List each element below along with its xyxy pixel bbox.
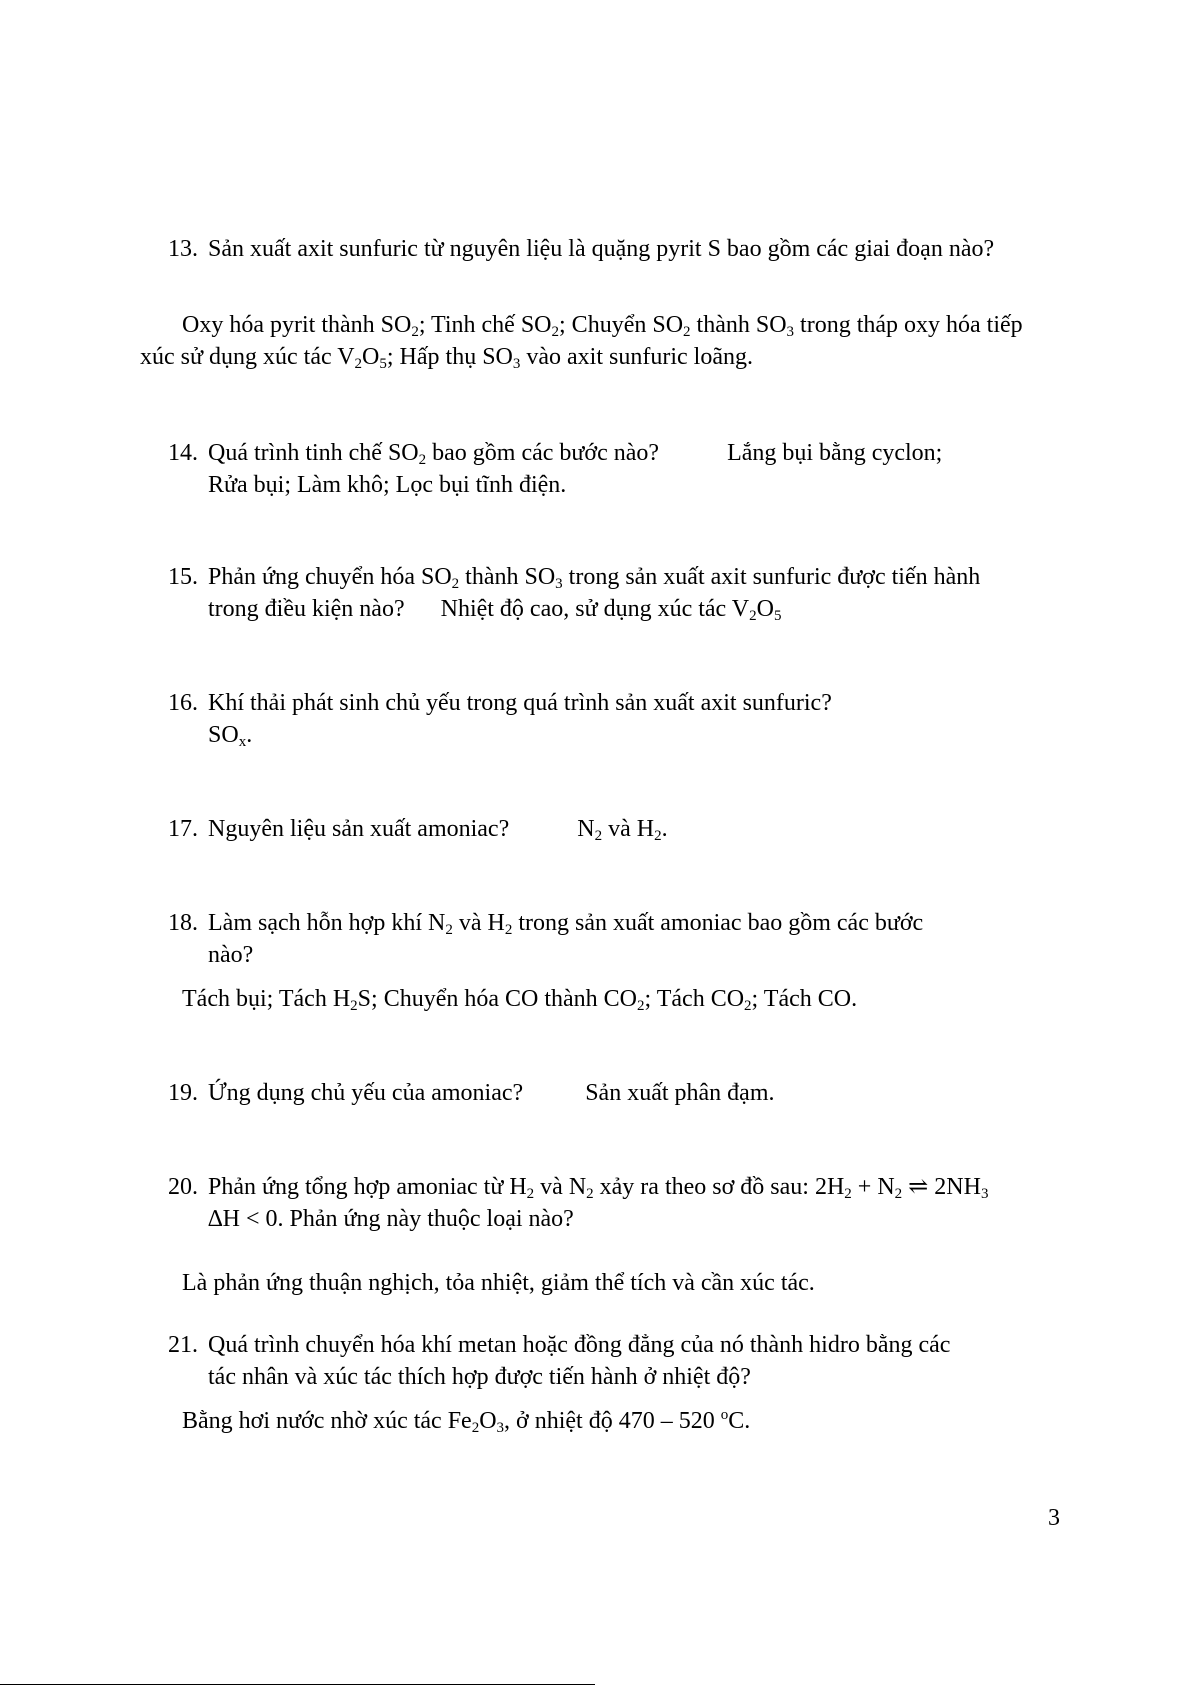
answer-13: Oxy hóa pyrit thành $SO_2$; Tinh chế $SO_2$; Chuyển $SO_2$ thành $SO_3$ trong tháp oxy hóa tiếp xúc sử dụng xúc tác $V_2O_5$; Hấp thụ $SO_3$ vào axit sunfuric loãng. [140, 312, 1023, 372]
question-21-number: 21. [168, 1332, 198, 1358]
question-18-text: Làm sạch hỗn hợp khí $N_2$ và $H_2$ trong sản xuất amoniac bao gồm các bước nào? [208, 910, 924, 968]
question-21 [168, 1329, 958, 1393]
question-19-text: Ứng dụng chủ yếu của amoniac? Sản xuất phân đạm. [208, 1080, 775, 1106]
question-13-text: Sản xuất axit sunfuric từ nguyên liệu là quặng pyrit S bao gồm các giai đoạn nào? [208, 236, 995, 262]
question-14-number: 14. [168, 440, 198, 466]
question-20-text: Phản ứng tổng hợp amoniac từ $H_2$ và $N_2$ xảy ra theo sơ đồ sau: $2H_2 + N_2$ ⇌ $2NH_3$ ∆H < 0. Phản ứng này thuộc loại nào? [208, 1174, 989, 1232]
question-16 [168, 687, 958, 751]
question-16-number: 16. [168, 690, 198, 716]
question-16-text: Khí thải phát sinh chủ yếu trong quá trình sản xuất axit sunfuric? $SO_x$. [208, 690, 832, 750]
answer-16: $SO_x$. [208, 722, 253, 750]
question-19-number: 19. [168, 1080, 198, 1106]
answer-15: Nhiệt độ cao, sử dụng xúc tác $V_2O_5$ [440, 596, 782, 624]
question-17-number: 17. [168, 816, 198, 842]
question-20-number: 20. [168, 1174, 198, 1200]
question-20 [168, 1171, 1008, 1235]
answer-17: $N_2$ và $H_2$. [577, 816, 668, 844]
question-14-text: Quá trình tinh chế $SO_2$ bao gồm các bước nào? Lắng bụi bằng cyclon; Rửa bụi; Làm khô; Lọc bụi tĩnh điện. [208, 440, 943, 498]
answer-18: Tách bụi; Tách $H_2S$; Chuyển hóa CO thành $CO_2$; Tách $CO_2$; Tách CO. [182, 986, 858, 1014]
answer-19: Sản xuất phân đạm. [585, 1080, 775, 1106]
question-13 [168, 233, 998, 265]
question-13-number: 13. [168, 236, 198, 262]
question-14 [168, 437, 958, 501]
answer-14: Lắng bụi bằng cyclon; Rửa bụi; Làm khô; Lọc bụi tĩnh điện. [208, 440, 943, 498]
question-19 [168, 1077, 1048, 1109]
question-21-text: Quá trình chuyển hóa khí metan hoặc đồng đẳng của nó thành hidro bằng các tác nhân và xúc tác thích hợp được tiến hành ở nhiệt độ? [208, 1332, 951, 1390]
question-17 [168, 813, 1048, 845]
question-17-text: Nguyên liệu sản xuất amoniac? $N_2$ và $H_2$. [208, 816, 668, 844]
question-18-number: 18. [168, 910, 198, 936]
question-18 [168, 907, 958, 971]
page-number: 3 [1048, 1505, 1060, 1531]
question-15-text: Phản ứng chuyển hóa $SO_2$ thành $SO_3$ trong sản xuất axit sunfuric được tiến hành trong điều kiện nào? Nhiệt độ cao, sử dụng xúc tác $V_2O_5$ [208, 564, 981, 624]
answer-21: Bằng hơi nước nhờ xúc tác $Fe_2O_3$, ở nhiệt độ 470 – 520 $^o$C. [182, 1407, 751, 1436]
answer-20: Là phản ứng thuận nghịch, tỏa nhiệt, giảm thể tích và cần xúc tác. [182, 1270, 815, 1296]
question-15-number: 15. [168, 564, 198, 590]
question-15 [168, 561, 998, 625]
